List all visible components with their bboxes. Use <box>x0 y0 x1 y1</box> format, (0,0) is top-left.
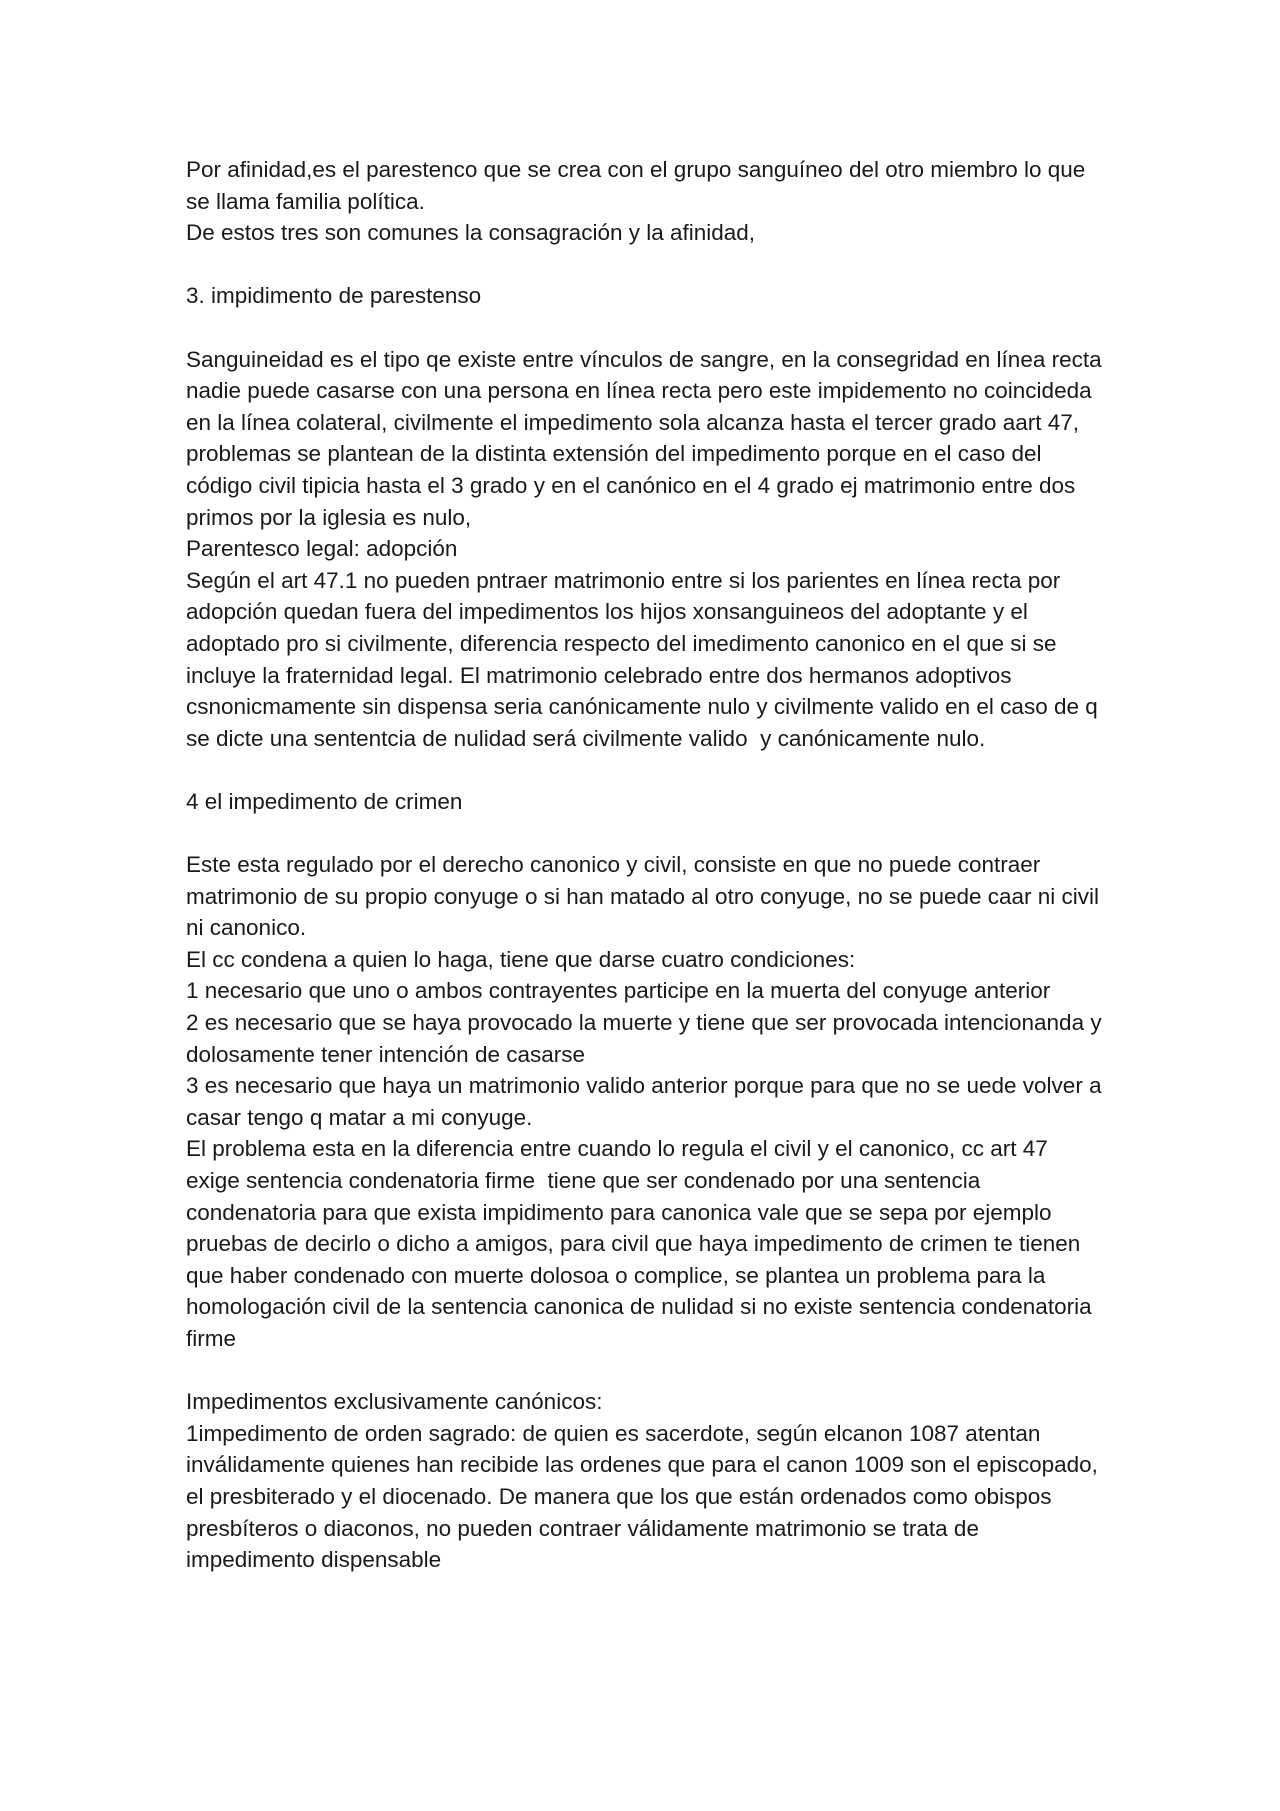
document-body <box>186 154 1106 1576</box>
paragraph-parentesco-legal: Parentesco legal: adopción <box>186 536 458 562</box>
paragraph-afinidad: Por afinidad,es el parestenco que se crea con el grupo sanguíneo del otro miembro lo que se llama familia política. <box>186 157 1092 214</box>
blank-line <box>186 754 1106 786</box>
paragraph-sanguineidad: Sanguineidad es el tipo qe existe entre vínculos de sangre, en la consegridad en línea recta nadie puede casarse con una persona en línea recta pero este impidemento no coincideda en la línea colateral, civilmente el impedimento sola alcanza hasta el tercer grado aart 47, problemas se plantean de la distinta extensión del impedimento porque en el caso del código civil tipicia hasta el 3 grado y en el canónico en el 4 grado ej matrimonio entre dos primos por la iglesia es nulo, <box>186 346 1108 530</box>
paragraph-orden-sagrado: 1impedimento de orden sagrado: de quien es sacerdote, según elcanon 1087 atentan inválidamente quienes han recibide las ordenes que para el canon 1009 son el episcopado, el presbiterado y el diocenado. De manera que los que están ordenados como obispos presbíteros o diaconos, no pueden contraer válidamente matrimonio se trata de impedimento dispensable <box>186 1420 1105 1573</box>
blank-line <box>186 249 1106 281</box>
list-item-condicion-1: 1 necesario que uno o ambos contrayentes participe en la muerta del conyuge anterior <box>186 978 1051 1004</box>
list-item-condicion-3: 3 es necesario que haya un matrimonio valido anterior porque para que no se uede volver a casar tengo q matar a mi conyuge. <box>186 1073 1108 1130</box>
paragraph-adopcion: Según el art 47.1 no pueden pntraer matrimonio entre si los parientes en línea recta por adopción quedan fuera del impedimentos los hijos xonsanguineos del adoptante y el adoptado pro si civilmente, diferencia respecto del imedimento canonico en el que si se incluye la fraternidad legal. El matrimonio celebrado entre dos hermanos adoptivos csnonicmamente sin dispensa seria canónicamente nulo y civilmente valido en el caso de q se dicte una sententcia de nulidad será civilmente valido y canónicamente nulo. <box>186 567 1105 751</box>
blank-line <box>186 817 1106 849</box>
blank-line <box>186 312 1106 344</box>
blank-line <box>186 1355 1106 1387</box>
heading-impedimento-crimen: 4 el impedimento de crimen <box>186 788 463 814</box>
paragraph-problema: El problema esta en la diferencia entre cuando lo regula el civil y el canonico, cc art 47 exige sentencia condenatoria firme tiene que ser condenado por una sentencia condenatoria para que exista impidimento para canonica vale que se sepa por ejemplo pruebas de decirlo o dicho a amigos, para civil que haya impedimento de crimen te tienen que haber condenado con muerte dolosoa o complice, se plantea un problema para la homologación civil de la sentencia canonica de nulidad si no existe sentencia condenatoria firme <box>186 1136 1098 1351</box>
list-item-condicion-2: 2 es necesario que se haya provocado la muerte y tiene que ser provocada intencionanda y dolosamente tener intención de casarse <box>186 1010 1108 1067</box>
paragraph-comunes: De estos tres son comunes la consagración y la afinidad, <box>186 220 756 246</box>
paragraph-condiciones: El cc condena a quien lo haga, tiene que darse cuatro condiciones: <box>186 946 856 972</box>
paragraph-crimen-regulacion: Este esta regulado por el derecho canonico y civil, consiste en que no puede contraer matrimonio de su propio conyuge o si han matado al otro conyuge, no se puede caar ni civil ni canonico. <box>186 852 1106 941</box>
heading-impedimentos-canonicos: Impedimentos exclusivamente canónicos: <box>186 1389 603 1415</box>
heading-impedimento-parentesco: 3. impidimento de parestenso <box>186 283 482 309</box>
